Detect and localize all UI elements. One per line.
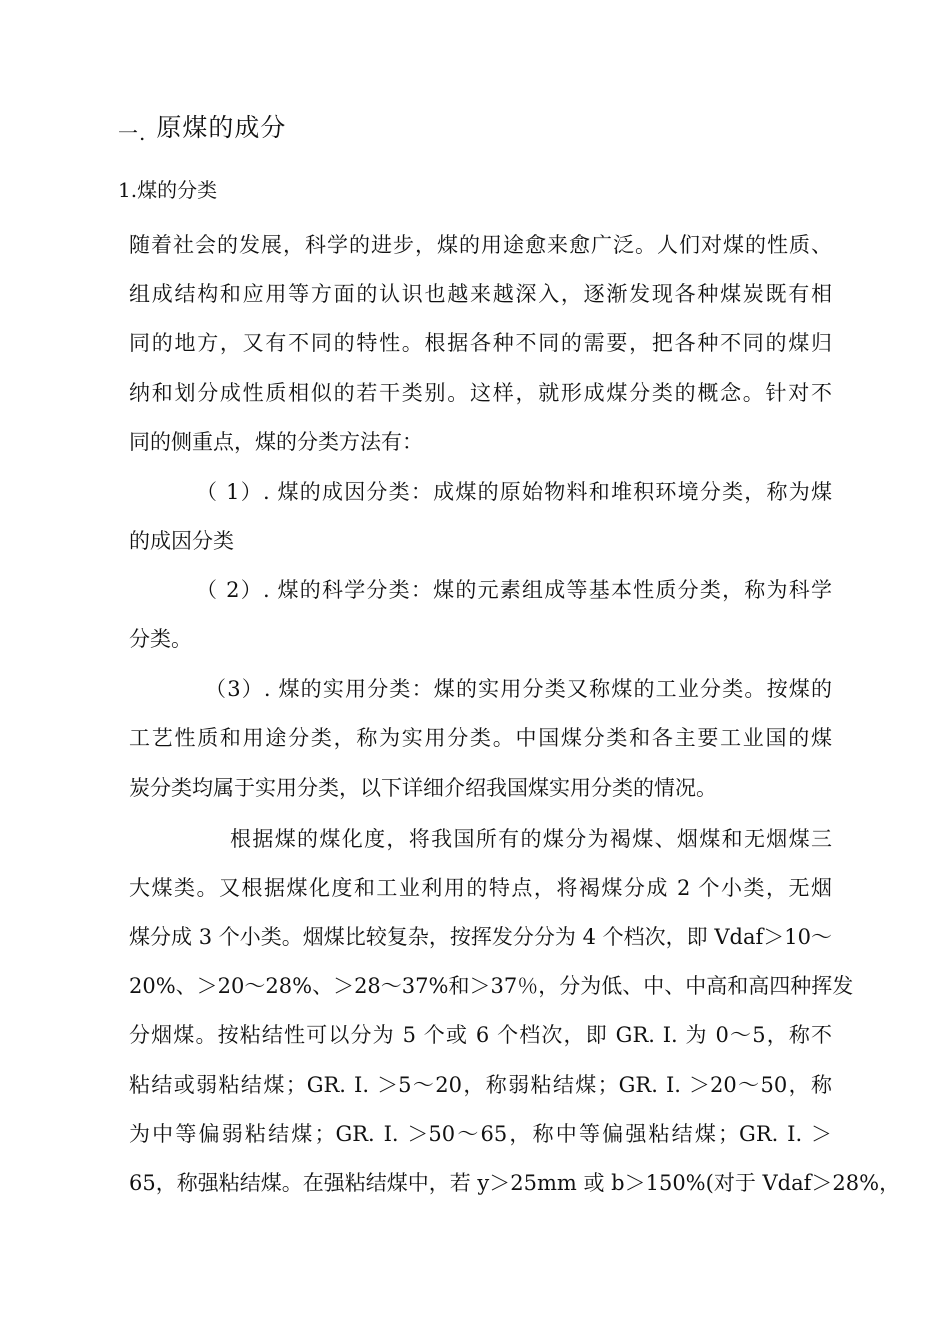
paragraph-line: 根据煤的煤化度，将我国所有的煤分为褐煤、烟煤和无烟煤三 xyxy=(230,827,832,851)
paragraph-line: 纳和划分成性质相似的若干类别。这样，就形成煤分类的概念。针对不 xyxy=(129,381,832,405)
paragraph-line: 分类。 xyxy=(129,627,192,651)
paragraph-line: （ 1）. 煤的成因分类：成煤的原始物料和堆积环境分类，称为煤 xyxy=(196,480,832,504)
paragraph-line: 同的侧重点，煤的分类方法有： xyxy=(129,430,423,454)
paragraph-line: 煤分成 3 个小类。烟煤比较复杂，按挥发分分为 4 个档次，即 Vdaf＞10～ xyxy=(129,925,832,949)
paragraph-line: 分烟煤。按粘结性可以分为 5 个或 6 个档次，即 GR. I. 为 0～5，称不 xyxy=(129,1023,832,1047)
paragraph-line: 大煤类。又根据煤化度和工业利用的特点，将褐煤分成 2 个小类，无烟 xyxy=(129,876,832,900)
paragraph-line: 同的地方，又有不同的特性。根据各种不同的需要，把各种不同的煤归 xyxy=(129,331,832,355)
paragraph-line: 65，称强粘结煤。在强粘结煤中，若 y＞25mm 或 b＞150%(对于 Vdaf＞28%， xyxy=(129,1171,901,1195)
paragraph-line: 组成结构和应用等方面的认识也越来越深入，逐渐发现各种煤炭既有相 xyxy=(129,282,832,306)
paragraph-line: （ 2）. 煤的科学分类：煤的元素组成等基本性质分类，称为科学 xyxy=(196,578,832,602)
paragraph-line: 粘结或弱粘结煤；GR. I. ＞5～20，称弱粘结煤；GR. I. ＞20～50，称 xyxy=(129,1073,832,1097)
paragraph-line: 20%、＞20～28%、＞28～37%和＞37％，分为低、中、中高和高四种挥发 xyxy=(129,974,854,998)
paragraph-line: 炭分类均属于实用分类，以下详细介绍我国煤实用分类的情况。 xyxy=(129,776,717,800)
section-number: 一. xyxy=(118,121,147,145)
paragraph-line: 随着社会的发展，科学的进步，煤的用途愈来愈广泛。人们对煤的性质、 xyxy=(129,233,832,257)
section-title: 原煤的成分 xyxy=(156,113,287,142)
subsection-title: 1.煤的分类 xyxy=(118,178,218,202)
paragraph-line: 工艺性质和用途分类，称为实用分类。中国煤分类和各主要工业国的煤 xyxy=(129,726,832,750)
paragraph-line: 为中等偏弱粘结煤；GR. I. ＞50～65，称中等偏强粘结煤；GR. I. ＞ xyxy=(129,1122,832,1146)
section-heading xyxy=(118,108,286,146)
paragraph-line: 的成因分类 xyxy=(129,529,234,553)
paragraph-line: （3）. 煤的实用分类：煤的实用分类又称煤的工业分类。按煤的 xyxy=(205,677,832,701)
